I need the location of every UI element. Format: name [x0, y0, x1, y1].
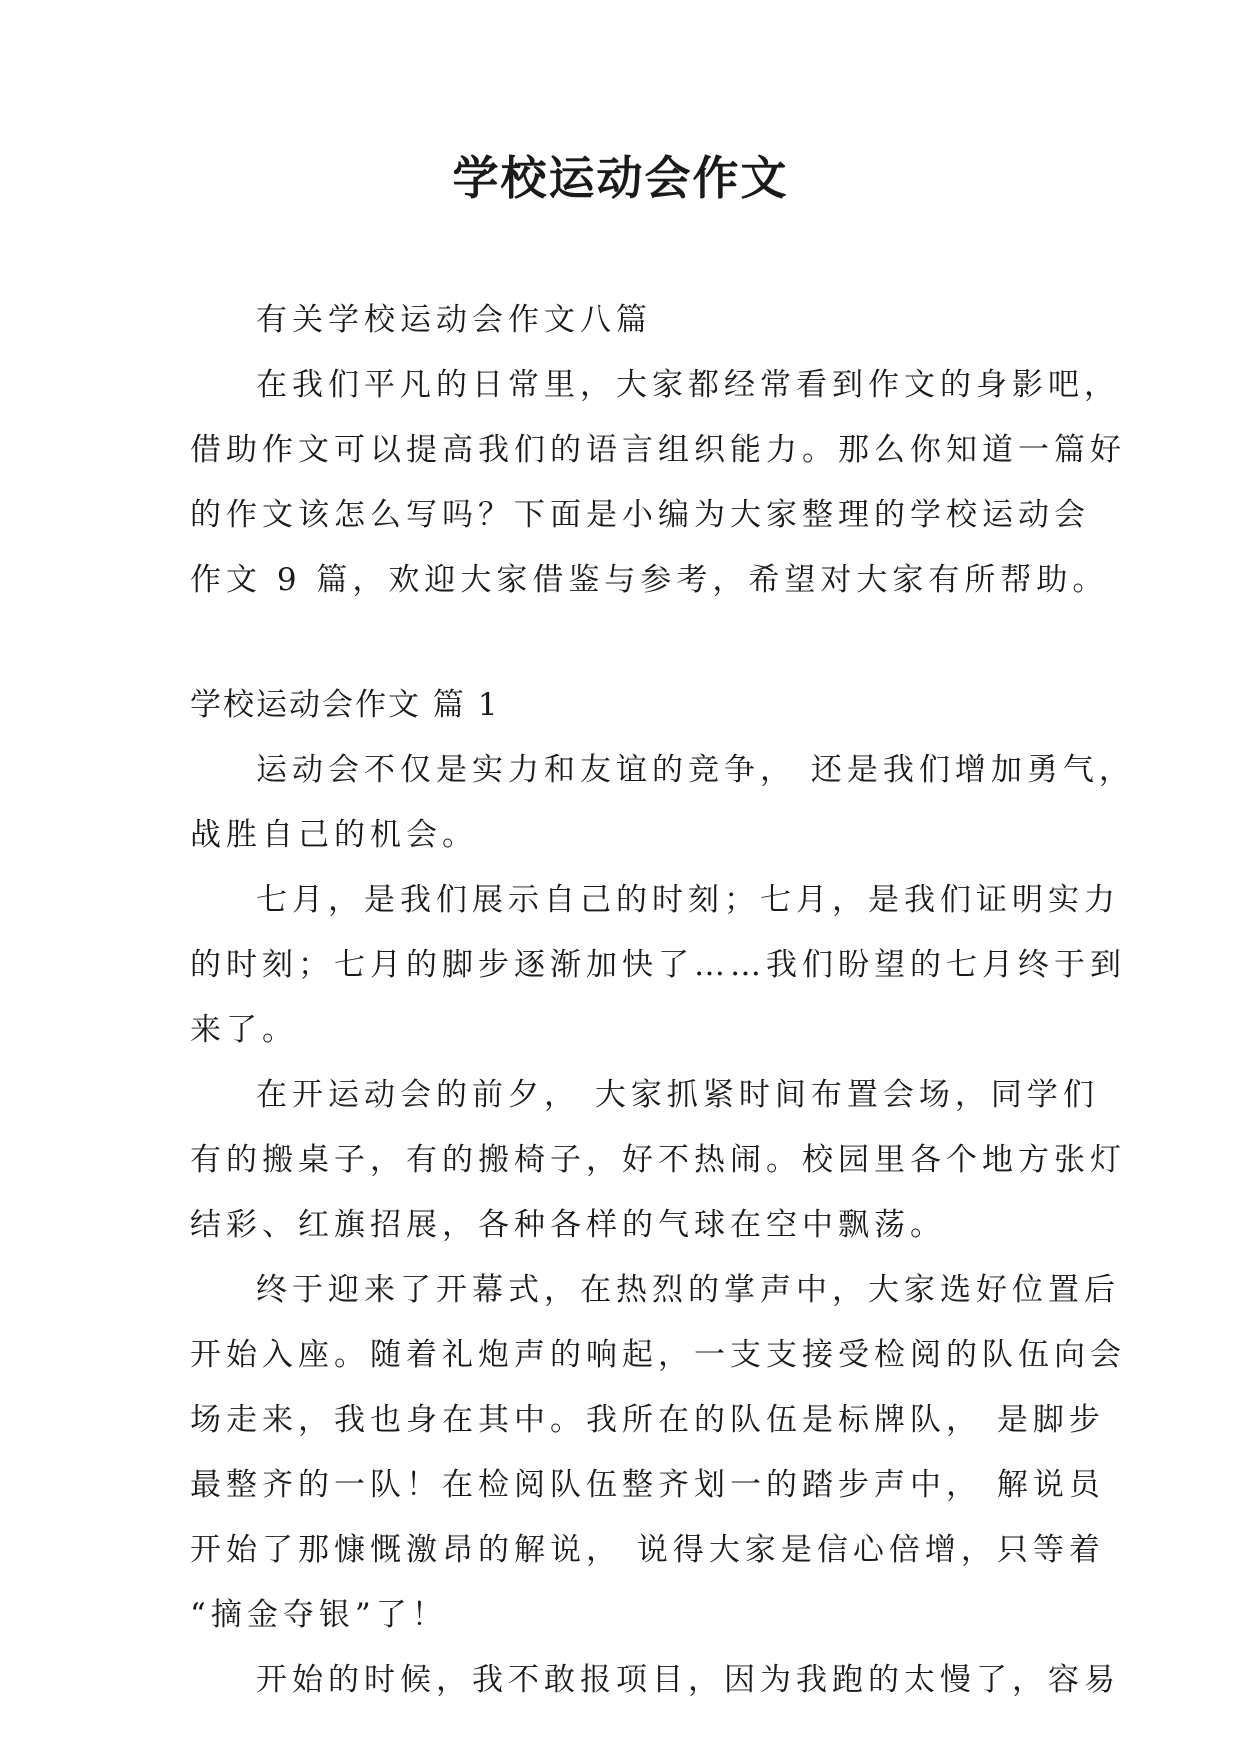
section-gap [190, 613, 1050, 673]
text-line: 开始的时候，我不敢报项目，因为我跑的太慢了，容易 [256, 1662, 1120, 1698]
text-line: “摘金夺银”了！ [190, 1597, 448, 1633]
paragraph [190, 1258, 1126, 1648]
text-line: 在开运动会的前夕， 大家抓紧时间布置会场，同学们 [256, 1077, 1099, 1113]
text-line: 作文 9 篇，欢迎大家借鉴与参考，希望对大家有所帮助。 [190, 562, 1109, 598]
paragraph [190, 1648, 1120, 1713]
text-line: 在我们平凡的日常里，大家都经常看到作文的身影吧， [256, 367, 1120, 403]
paragraph [190, 738, 1135, 868]
text-line: 最整齐的一队！在检阅队伍整齐划一的踏步声中， 解说员 [190, 1467, 1105, 1503]
section-heading: 学校运动会作文 篇 1 [190, 687, 500, 723]
text-line: 七月，是我们展示自己的时刻；七月，是我们证明实力 [256, 882, 1120, 918]
text-line: 终于迎来了开幕式，在热烈的掌声中，大家选好位置后 [256, 1272, 1120, 1308]
intro-paragraph [190, 353, 1126, 613]
document-subtitle: 有关学校运动会作文八篇 [256, 302, 652, 338]
text-line: 结彩、红旗招展，各种各样的气球在空中飘荡。 [190, 1207, 946, 1243]
text-line: 场走来，我也身在其中。我所在的队伍是标牌队， 是脚步 [190, 1402, 1105, 1438]
document-body [190, 288, 1135, 1713]
text-line: 运动会不仅是实力和友谊的竞争， 还是我们增加勇气， [256, 752, 1135, 788]
text-line: 的作文该怎么写吗？下面是小编为大家整理的学校运动会 [190, 497, 1090, 533]
text-line: 战胜自己的机会。 [190, 817, 478, 853]
text-line: 开始入座。随着礼炮声的响起，一支支接受检阅的队伍向会 [190, 1337, 1126, 1373]
text-line: 有的搬桌子，有的搬椅子，好不热闹。校园里各个地方张灯 [190, 1142, 1126, 1178]
text-line: 开始了那慷慨激昂的解说， 说得大家是信心倍增，只等着 [190, 1532, 1105, 1568]
paragraph [190, 1063, 1126, 1258]
document-title: 学校运动会作文 [452, 151, 789, 205]
text-line: 的时刻；七月的脚步逐渐加快了……我们盼望的七月终于到 [190, 947, 1126, 983]
paragraph [190, 868, 1126, 1063]
text-line: 来了。 [190, 1012, 298, 1048]
text-line: 借助作文可以提高我们的语言组织能力。那么你知道一篇好 [190, 432, 1126, 468]
